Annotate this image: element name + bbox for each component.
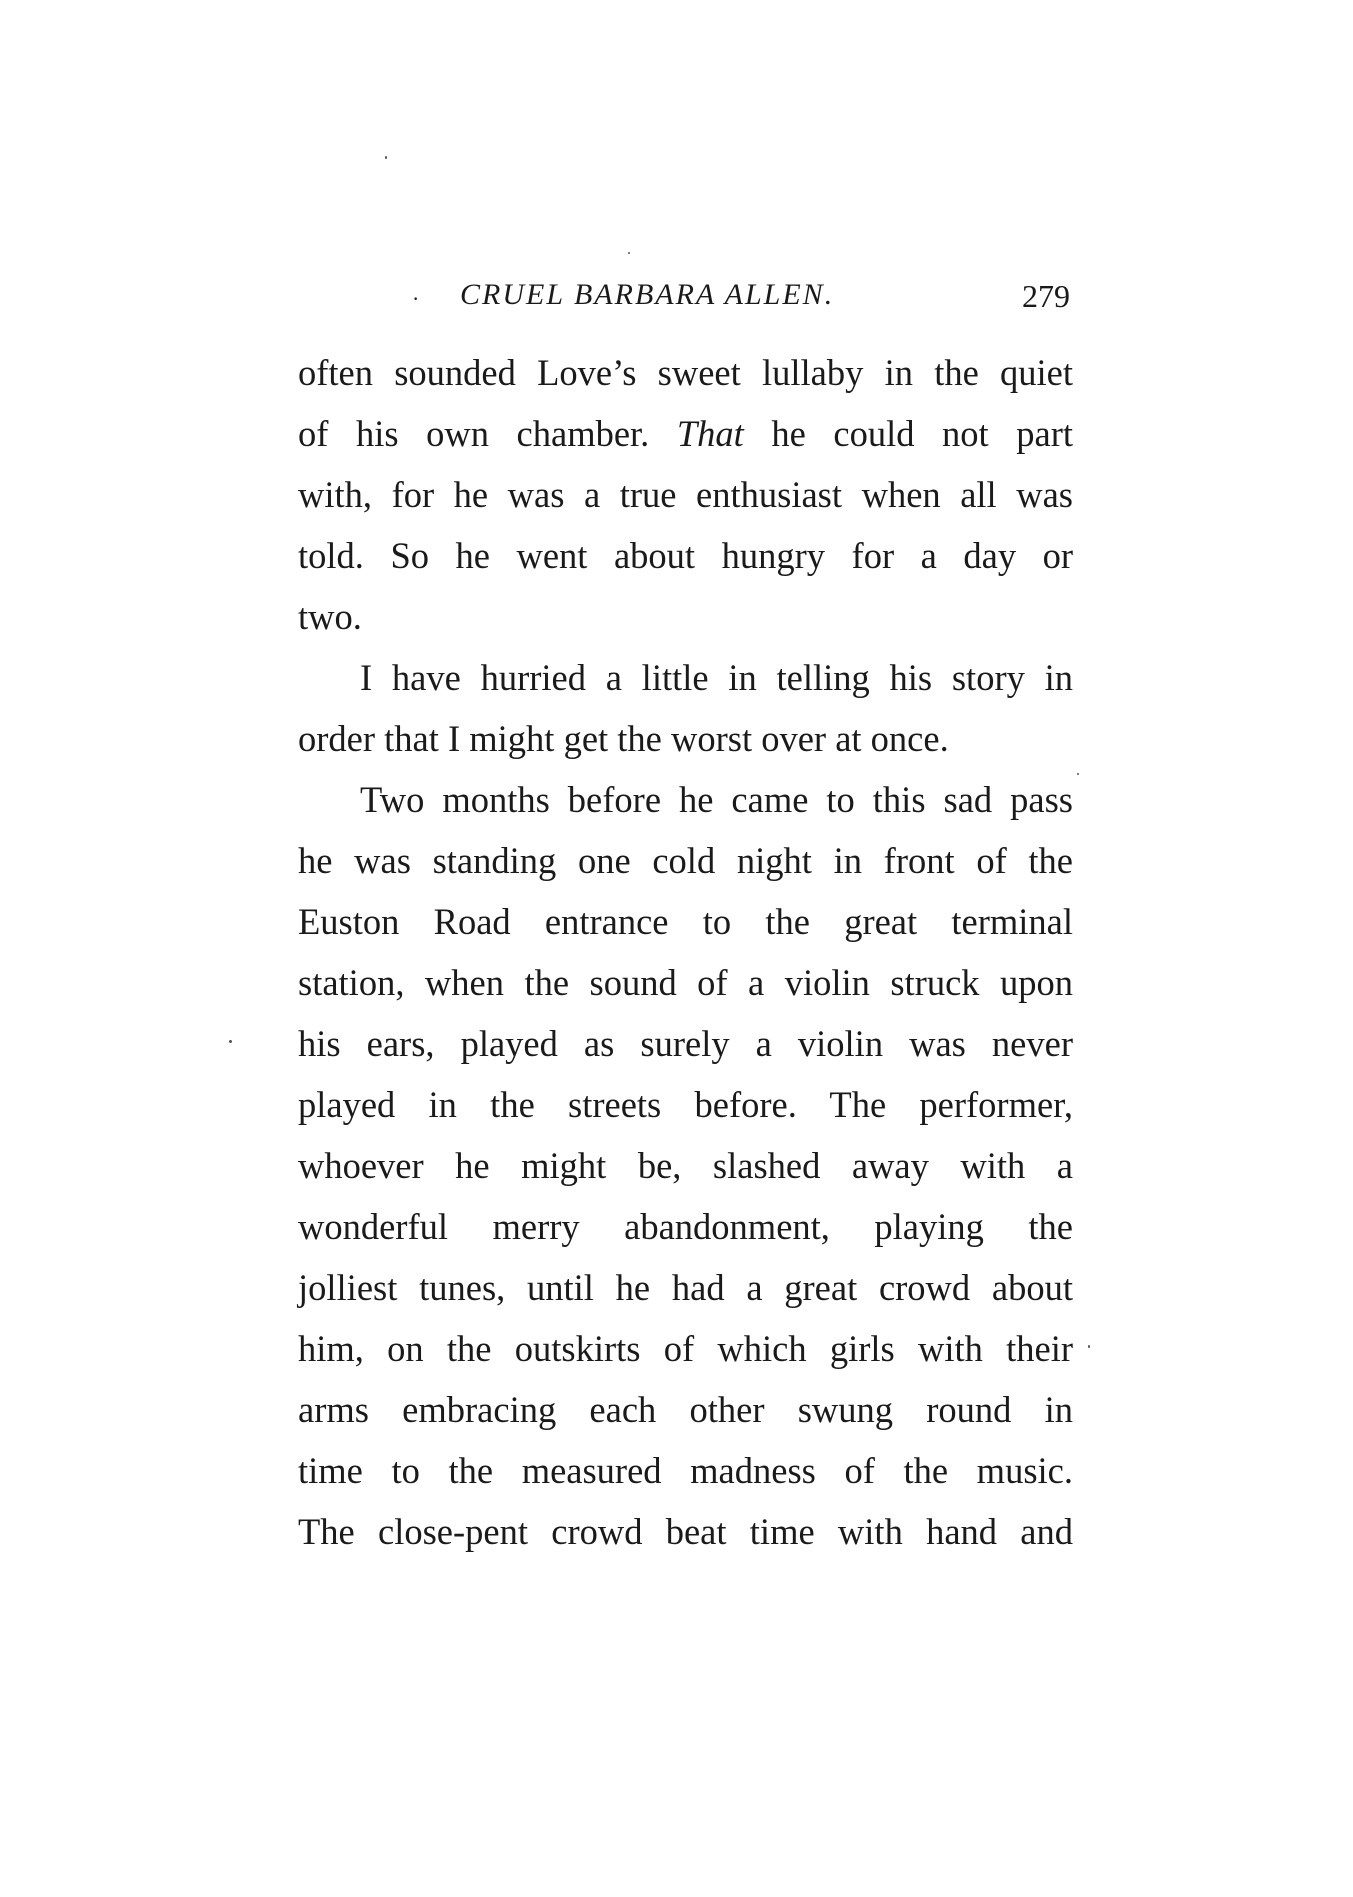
text-line: often sounded Love’s sweet lullaby in the quiet: [298, 352, 1073, 393]
speck: [1088, 1345, 1090, 1348]
speck: [1077, 773, 1079, 775]
speck: [385, 156, 387, 159]
text-line: wonderful merry abandonment, playing the: [298, 1206, 1073, 1247]
text-line: two.: [298, 596, 362, 637]
emphasis-word: That: [676, 413, 744, 454]
text-line: with, for he was a true enthusiast when all was: [298, 474, 1073, 515]
text-line: time to the measured madness of the music.: [298, 1450, 1073, 1491]
text-line: [298, 403, 1073, 464]
text-line: Two months before he came to this sad pass: [360, 779, 1073, 820]
text-line: station, when the sound of a violin struck upon: [298, 962, 1073, 1003]
page-number: 279: [1022, 278, 1070, 314]
text-line-part: he could not part: [743, 413, 1073, 454]
text-line: I have hurried a little in telling his story in: [360, 657, 1073, 698]
text-line: order that I might get the worst over at once.: [298, 718, 949, 759]
text-line: his ears, played as surely a violin was never: [298, 1023, 1073, 1064]
text-line-part: of his own chamber.: [298, 413, 677, 454]
text-line: he was standing one cold night in front of the: [298, 840, 1073, 881]
running-head: [300, 278, 1070, 326]
text-line: jolliest tunes, until he had a great crowd about: [298, 1267, 1073, 1308]
text-line: told. So he went about hungry for a day or: [298, 535, 1073, 576]
text-line: played in the streets before. The performer,: [298, 1084, 1073, 1125]
running-head-ornament: ·: [412, 286, 422, 311]
text-line: whoever he might be, slashed away with a: [298, 1145, 1073, 1186]
speck: [229, 1040, 232, 1043]
running-head-title: CRUEL BARBARA ALLEN.: [460, 278, 835, 311]
body-text: [298, 342, 1073, 1562]
text-line: Euston Road entrance to the great terminal: [298, 901, 1073, 942]
text-line: arms embracing each other swung round in: [298, 1389, 1073, 1430]
text-line: The close-pent crowd beat time with hand and: [298, 1511, 1073, 1552]
speck: [628, 252, 630, 254]
text-line: him, on the outskirts of which girls with their: [298, 1328, 1073, 1369]
